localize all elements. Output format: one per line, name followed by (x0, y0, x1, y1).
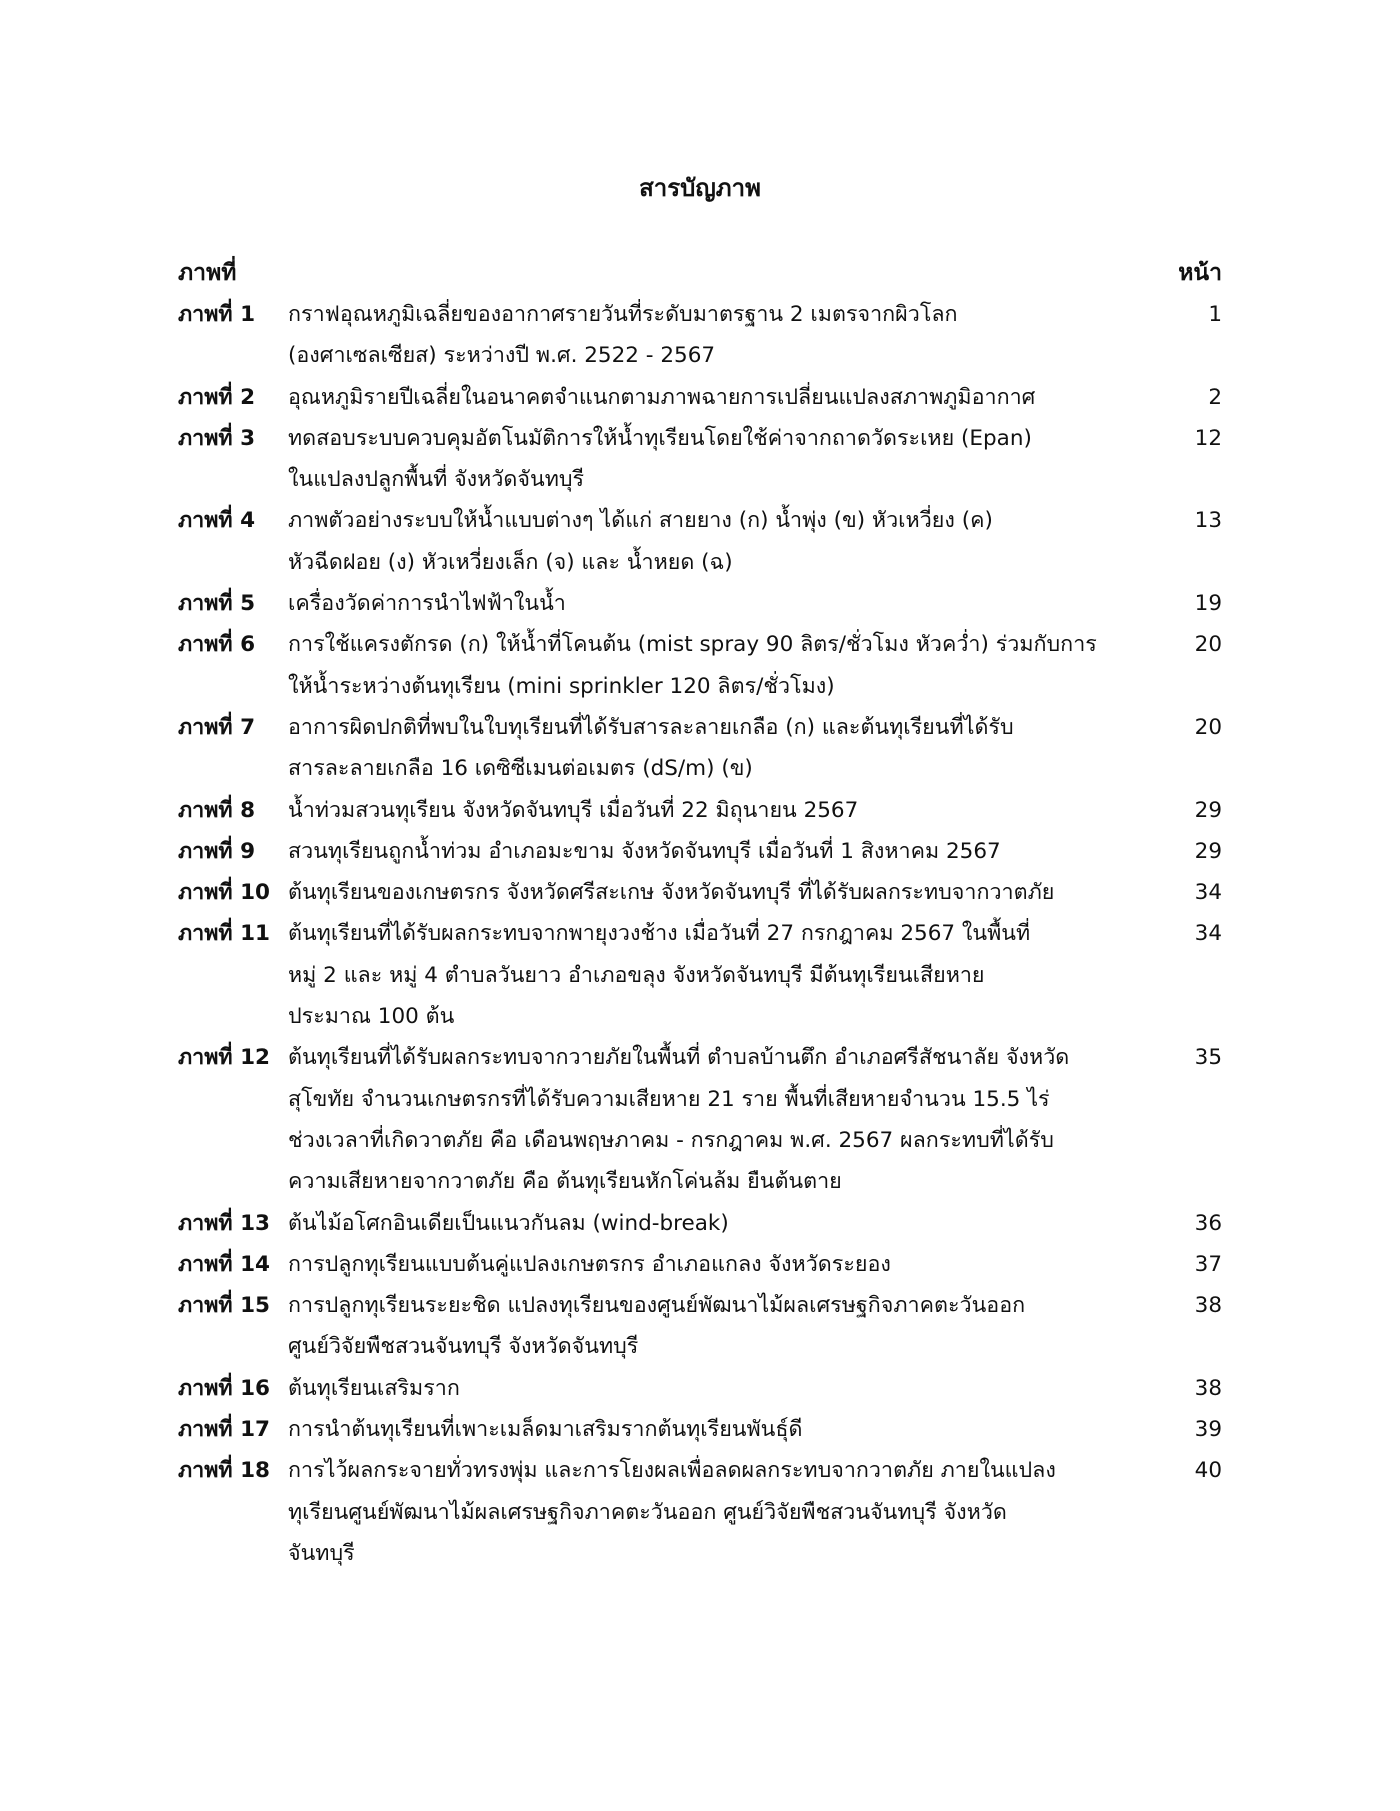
figure-number: ภาพที่ 11 (178, 921, 270, 947)
page-number: 29 (1194, 838, 1222, 864)
page-number: 13 (1194, 508, 1222, 534)
figure-entry (178, 1037, 1222, 1202)
figure-entry (178, 1203, 1222, 1244)
figure-caption: อุณหภูมิรายปีเฉลี่ยในอนาคตจำแนกตามภาพฉายการเปลี่ยนแปลงสภาพภูมิอากาศ (288, 384, 1036, 410)
page-number: 36 (1194, 1210, 1222, 1236)
figure-caption: เครื่องวัดค่าการนำไฟฟ้าในน้ำ (288, 591, 566, 617)
figure-number: ภาพที่ 2 (178, 384, 256, 410)
figure-number: ภาพที่ 7 (178, 714, 256, 740)
figure-caption: อาการผิดปกติที่พบในใบทุเรียนที่ได้รับสารละลายเกลือ (ก) และต้นทุเรียนที่ได้รับ สารละลายเกลือ 16 เดซิซีเมนต่อเมตร (dS/m) (ข) (288, 714, 1014, 782)
page-number: 38 (1194, 1293, 1222, 1319)
figure-entry (178, 583, 1222, 624)
figure-number: ภาพที่ 1 (178, 302, 256, 327)
figure-caption: สวนทุเรียนถูกน้ำท่วม อำเภอมะขาม จังหวัดจันทบุรี เมื่อวันที่ 1 สิงหาคม 2567 (288, 838, 1001, 864)
page-number: 39 (1194, 1417, 1222, 1443)
figure-caption: การปลูกทุเรียนระยะชิด แปลงทุเรียนของศูนย์พัฒนาไม้ผลเศรษฐกิจภาคตะวันออก ศูนย์วิจัยพืชสวนจันทบุรี จังหวัดจันทบุรี (288, 1293, 1026, 1360)
figure-entry (178, 1244, 1222, 1285)
figure-caption: น้ำท่วมสวนทุเรียน จังหวัดจันทบุรี เมื่อวันที่ 22 มิถุนายน 2567 (288, 797, 859, 823)
figure-caption: การไว้ผลกระจายทั่วทรงพุ่ม และการโยงผลเพื่อลดผลกระทบจากวาตภัย ภายในแปลง ทุเรียนศูนย์พัฒนาไม้ผลเศรษฐกิจภาคตะวันออก ศูนย์วิจัยพืชสวนจันทบุรี จังหวัด จันทบุรี (288, 1458, 1056, 1566)
figure-entry (178, 913, 1222, 1037)
figure-caption: ต้นทุเรียนของเกษตรกร จังหวัดศรีสะเกษ จังหวัดจันทบุรี ที่ได้รับผลกระทบจากวาตภัย (288, 880, 1055, 906)
figure-entry (178, 1450, 1222, 1574)
page-number: 37 (1194, 1251, 1222, 1277)
page-number: 1 (1208, 302, 1222, 327)
figure-caption: ต้นทุเรียนเสริมราก (288, 1375, 460, 1401)
figure-number: ภาพที่ 6 (178, 632, 256, 658)
figure-entry (178, 707, 1222, 790)
figure-entry (178, 1409, 1222, 1450)
page-number: 20 (1194, 714, 1222, 740)
figure-caption: ต้นทุเรียนที่ได้รับผลกระทบจากวายภัยในพื้นที่ ตำบลบ้านตึก อำเภอศรีสัชนาลัย จังหวัด สุโขทัย จำนวนเกษตรกรที่ได้รับความเสียหาย 21 ราย พื้นที่เสียหายจำนวน 15.5 ไร่ ช่วงเวลาที่เกิดวาตภัย คือ เดือนพฤษภาคม - กรกฎาคม พ.ศ. 2567 ผลกระทบที่ได้รับ ความเสียหายจากวาตภัย คือ ต้นทุเรียนหักโค่นล้ม ยืนต้นตาย (288, 1045, 1070, 1195)
figure-entry (178, 377, 1222, 418)
figure-number: ภาพที่ 4 (178, 508, 256, 534)
page-number: 20 (1194, 632, 1222, 658)
figure-column-header: ภาพที่ (178, 260, 237, 286)
figure-number: ภาพที่ 9 (178, 838, 256, 864)
figure-caption: ต้นทุเรียนที่ได้รับผลกระทบจากพายุงวงช้าง เมื่อวันที่ 27 กรกฎาคม 2567 ในพื้นที่ หมู่ 2 และ หมู่ 4 ตำบลวันยาว อำเภอขลุง จังหวัดจันทบุรี มีต้นทุเรียนเสียหาย ประมาณ 100 ต้น (288, 921, 1031, 1030)
figure-number: ภาพที่ 12 (178, 1045, 270, 1071)
figure-number: ภาพที่ 14 (178, 1251, 270, 1277)
figure-entry (178, 624, 1222, 707)
figure-entry (178, 872, 1222, 913)
page-number: 12 (1194, 425, 1222, 451)
figure-entry (178, 790, 1222, 831)
page-title: สารบัญภาพ (639, 174, 761, 202)
figure-caption: การใช้แครงตักรด (ก) ให้น้ำที่โคนต้น (mist spray 90 ลิตร/ชั่วโมง หัวคว่ำ) ร่วมกับการ ให้น้ำระหว่างต้นทุเรียน (mini sprinkler 120 ลิตร/ชั่วโมง) (288, 632, 1097, 699)
figure-entry (178, 831, 1222, 872)
figure-number: ภาพที่ 17 (178, 1417, 270, 1443)
page-number: 34 (1194, 880, 1222, 906)
figure-number: ภาพที่ 3 (178, 425, 256, 451)
figure-caption: การปลูกทุเรียนแบบต้นคู่แปลงเกษตรกร อำเภอแกลง จังหวัดระยอง (288, 1251, 891, 1277)
page-number: 19 (1194, 591, 1222, 617)
page-number: 29 (1194, 797, 1222, 823)
figure-entry (178, 1285, 1222, 1368)
page-column-header: หน้า (1178, 260, 1222, 286)
figure-entry (178, 1368, 1222, 1409)
figure-number: ภาพที่ 18 (178, 1458, 270, 1484)
figure-number: ภาพที่ 16 (178, 1375, 270, 1401)
figure-list (178, 294, 1222, 1574)
figure-caption: กราฟอุณหภูมิเฉลี่ยของอากาศรายวันที่ระดับมาตรฐาน 2 เมตรจากผิวโลก (องศาเซลเซียส) ระหว่างปี พ.ศ. 2522 - 2567 (288, 302, 958, 369)
figure-entry (178, 294, 1222, 377)
page-number: 38 (1194, 1375, 1222, 1401)
page-number: 34 (1194, 921, 1222, 947)
figure-caption: ภาพตัวอย่างระบบให้น้ำแบบต่างๆ ได้แก่ สายยาง (ก) น้ำพุ่ง (ข) หัวเหวี่ยง (ค) หัวฉีดฝอย (ง) หัวเหวี่ยงเล็ก (จ) และ น้ำหยด (ฉ) (288, 508, 993, 575)
figure-number: ภาพที่ 13 (178, 1210, 270, 1236)
figure-entry (178, 500, 1222, 583)
figure-caption: ต้นไม้อโศกอินเดียเป็นแนวกันลม (wind-break) (288, 1210, 729, 1236)
page-number: 35 (1194, 1045, 1222, 1071)
figure-number: ภาพที่ 8 (178, 797, 256, 823)
figure-caption: ทดสอบระบบควบคุมอัตโนมัติการให้น้ำทุเรียนโดยใช้ค่าจากถาดวัดระเหย (Epan) ในแปลงปลูกพื้นที่ จังหวัดจันทบุรี (288, 425, 1032, 493)
figure-entry (178, 418, 1222, 501)
figure-number: ภาพที่ 5 (178, 591, 256, 617)
figure-number: ภาพที่ 15 (178, 1293, 270, 1319)
page-number: 40 (1194, 1458, 1222, 1484)
figure-caption: การนำต้นทุเรียนที่เพาะเมล็ดมาเสริมรากต้นทุเรียนพันธุ์ดี (288, 1417, 803, 1443)
figure-number: ภาพที่ 10 (178, 880, 270, 906)
page-number: 2 (1208, 384, 1222, 410)
